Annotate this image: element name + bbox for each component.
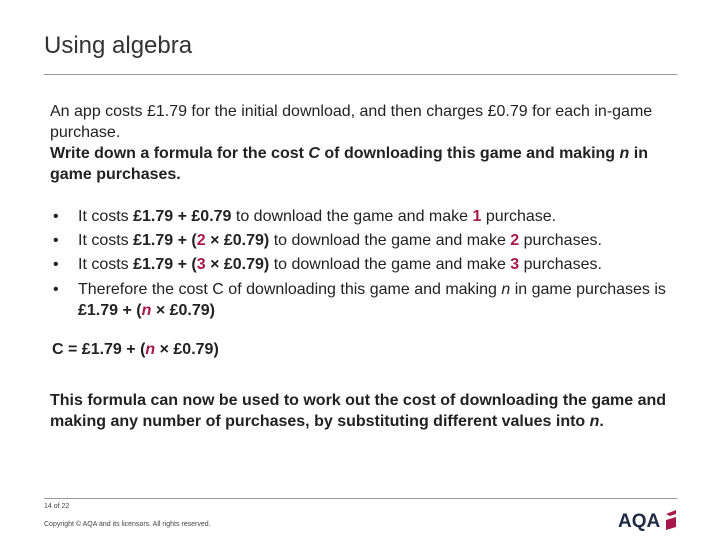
summary-pre: This formula can now be used to work out the cost of downloading the game and making any number of purchases, by substituting different values into [50, 392, 667, 430]
reasoning-list [50, 205, 680, 321]
task-pre: Write down a formula for the cost [50, 145, 309, 162]
bullet-text: to download the game and make [269, 256, 511, 273]
bullet-expression: £1.79 + £0.79 [133, 208, 232, 225]
bullet-dot: • [53, 208, 59, 225]
aqa-logo [618, 508, 680, 537]
bullet-text: It costs [78, 208, 134, 225]
highlight-number: 1 [472, 208, 482, 225]
bullet-expression: £1.79 + ( [78, 302, 142, 319]
summary-text [50, 390, 680, 432]
bullet-text: Therefore the cost C of downloading this game and making [78, 281, 502, 298]
final-formula [52, 339, 680, 360]
bullet-expression: £1.79 + ( [133, 232, 197, 249]
bullet-text: to download the game and make [231, 208, 473, 225]
slide-content [50, 101, 680, 432]
logo-mark-top [666, 510, 676, 516]
highlight-number: 3 [196, 256, 206, 273]
aqa-logo-icon [618, 508, 680, 532]
bullet-expression: × £0.79) [205, 256, 270, 273]
task-mid: of downloading this game and making [319, 145, 620, 162]
title-divider [44, 74, 677, 75]
highlight-number: 2 [510, 232, 520, 249]
task-var-n: n [619, 145, 630, 162]
question-line: An app costs £1.79 for the initial download, and then charges £0.79 for each in-game purchase. [50, 103, 653, 141]
bullet-expression: × £0.79) [151, 302, 215, 319]
list-item [50, 253, 680, 277]
page-number: 14 of 22 [44, 503, 70, 510]
bullet-text: to download the game and make [269, 232, 511, 249]
variable-n: n [145, 341, 156, 358]
task-post: in game purchases. [50, 145, 648, 183]
bullet-dot: • [53, 232, 59, 249]
bullet-text: in game purchases is [510, 281, 666, 298]
slide-title: Using algebra [44, 32, 193, 59]
highlight-number: 3 [510, 256, 520, 273]
list-item [50, 279, 680, 321]
bullet-dot: • [53, 256, 59, 273]
formula-text: × £0.79) [155, 341, 219, 358]
bullet-text: purchases. [519, 232, 602, 249]
variable-n: n [589, 413, 600, 430]
copyright-notice: Copyright © AQA and its licensors. All rights reserved. [44, 521, 211, 528]
formula-text: C = £1.79 + ( [52, 341, 146, 358]
bullet-text: purchase. [481, 208, 557, 225]
logo-mark-bottom [666, 517, 676, 530]
bullet-expression: × £0.79) [205, 232, 270, 249]
bullet-text: It costs [78, 256, 134, 273]
variable-n: n [141, 302, 152, 319]
bullet-dot: • [53, 281, 59, 298]
task-var-c: C [308, 145, 320, 162]
variable-n: n [501, 281, 511, 298]
list-item [50, 205, 680, 229]
footer-divider [44, 498, 677, 499]
logo-text: AQA [618, 511, 661, 532]
bullet-expression: £1.79 + ( [133, 256, 197, 273]
bullet-text: purchases. [519, 256, 602, 273]
bullet-text: It costs [78, 232, 134, 249]
list-item [50, 229, 680, 253]
task-line [50, 145, 648, 183]
summary-post: . [599, 413, 604, 430]
highlight-number: 2 [196, 232, 206, 249]
question-text [50, 101, 680, 185]
